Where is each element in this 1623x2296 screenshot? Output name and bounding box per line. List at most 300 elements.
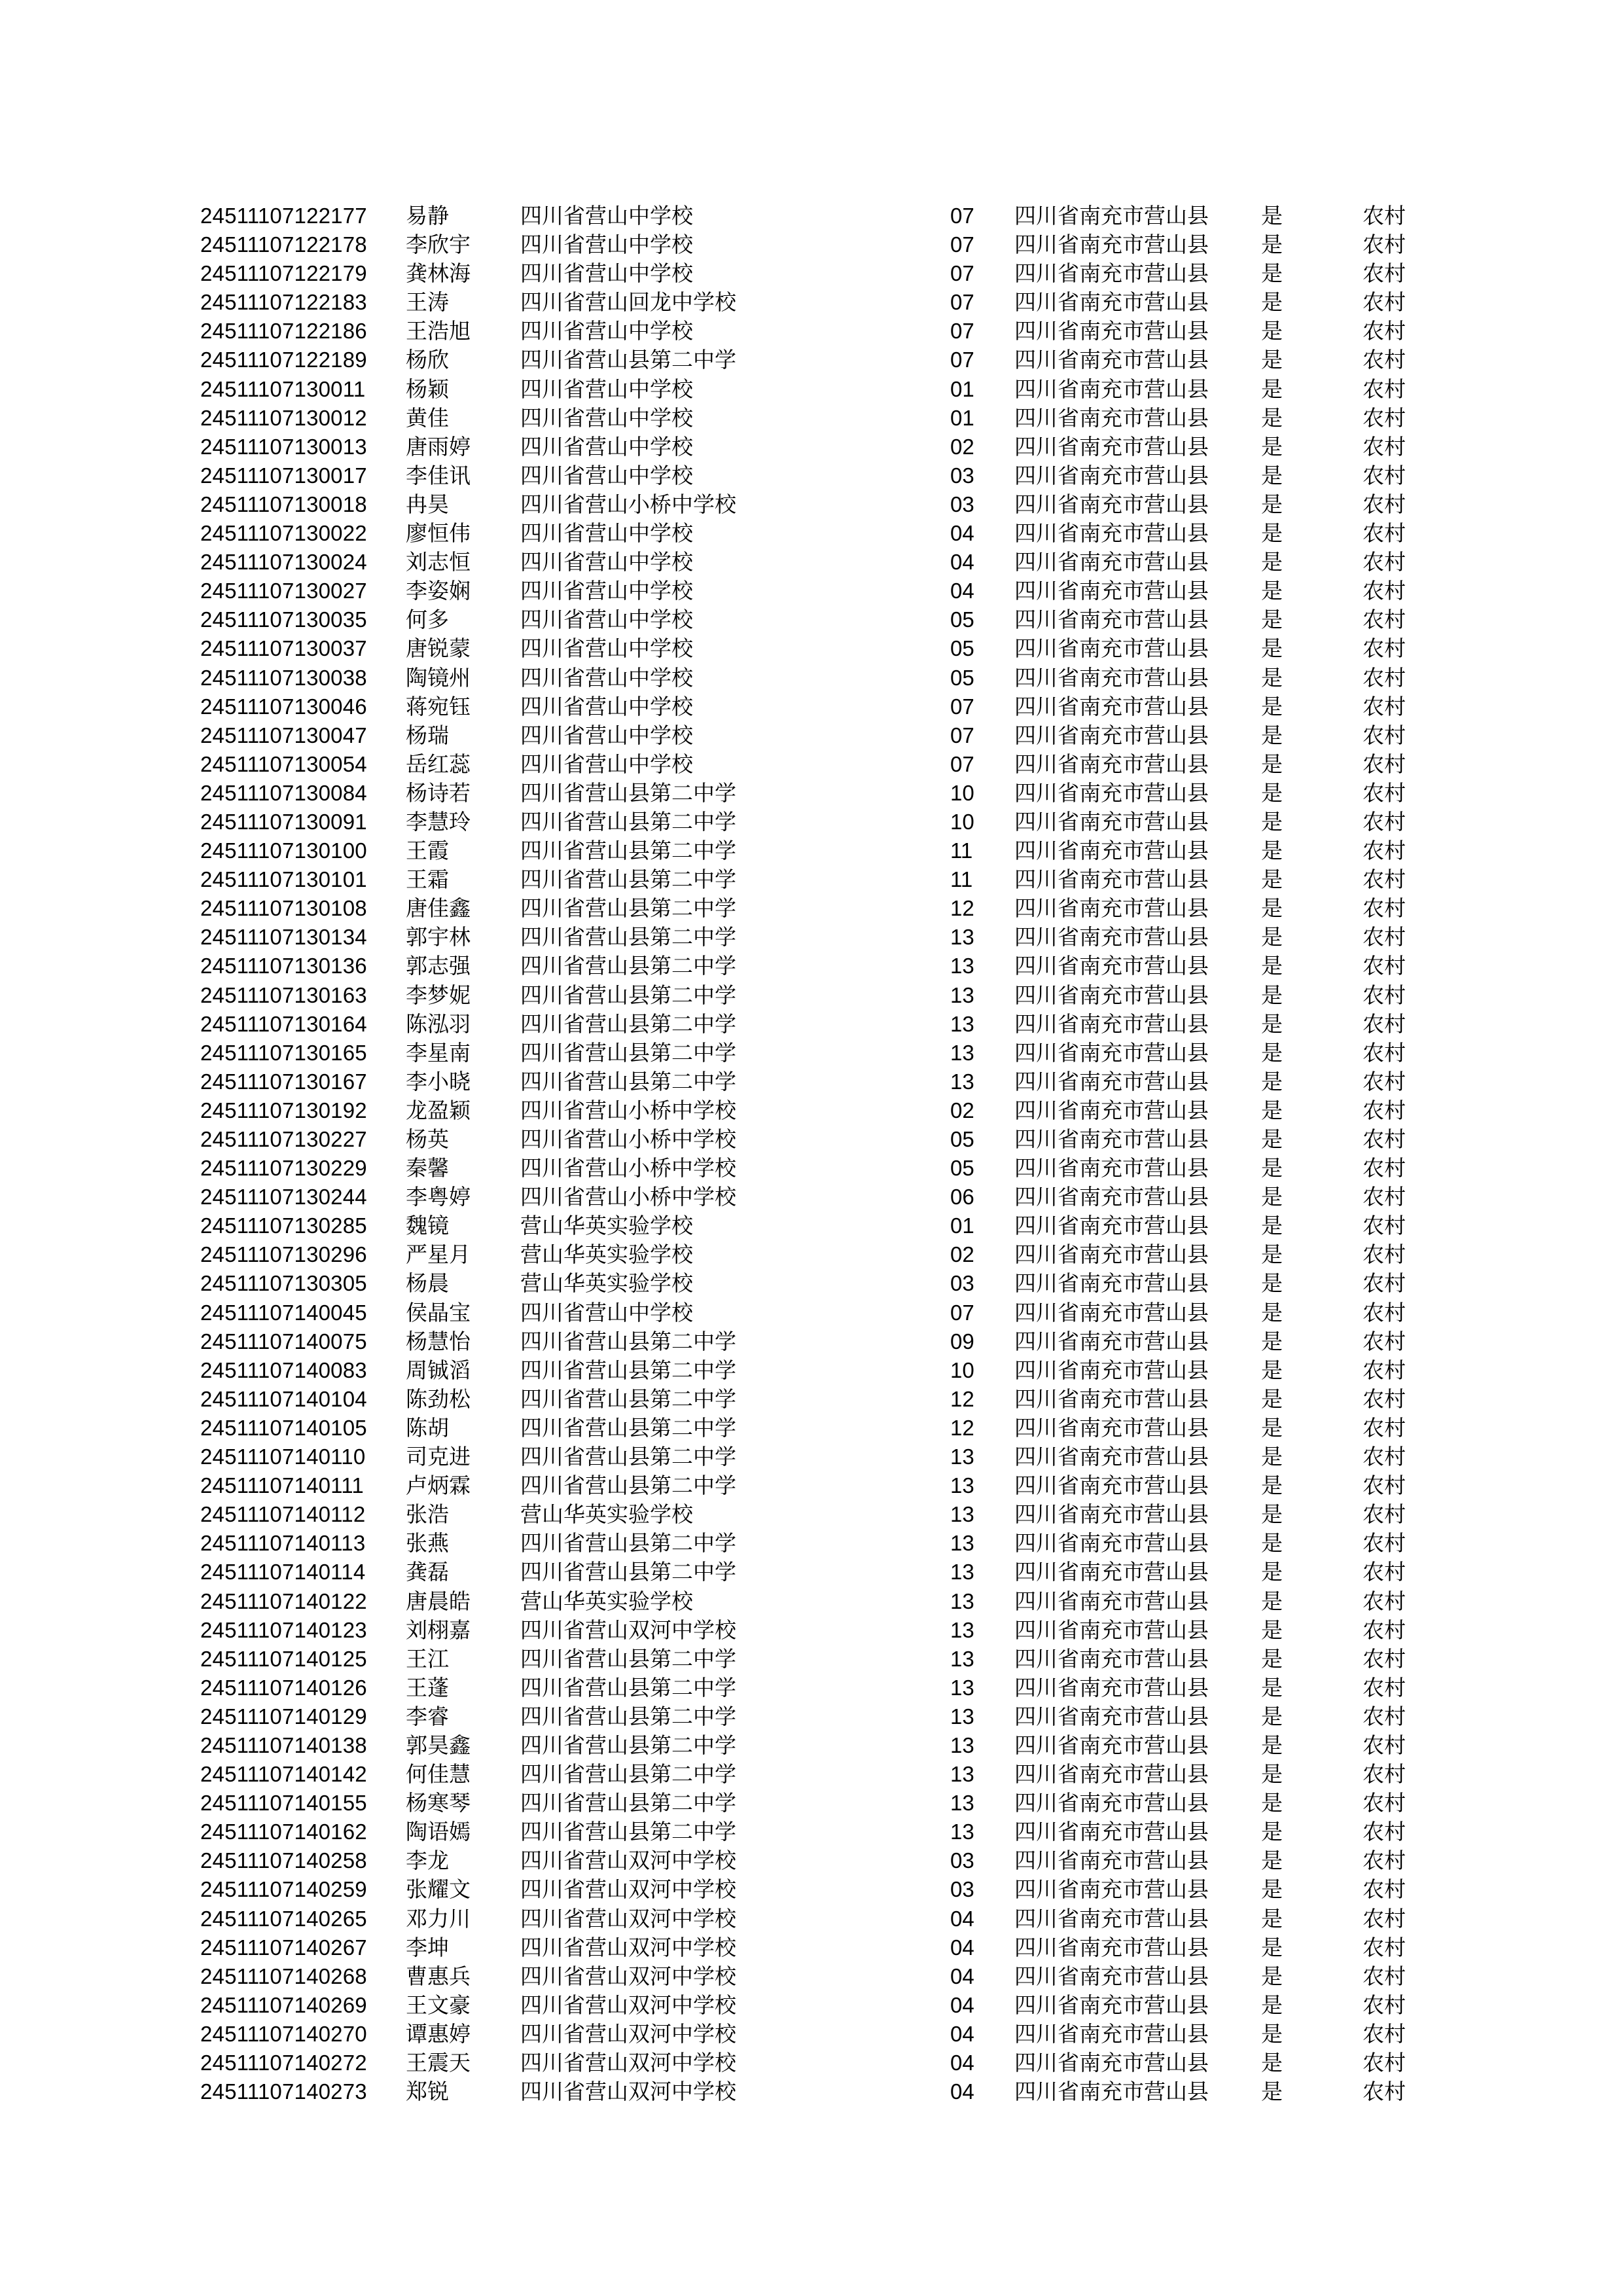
student-name-cell: 刘栩嘉: [406, 1617, 471, 1643]
student-id-cell: 24511107140105: [200, 1415, 367, 1440]
student-name-cell: 李睿: [406, 1703, 449, 1729]
status-flag-cell: 是: [1261, 780, 1283, 806]
table-row: [0, 1616, 1623, 1645]
student-id-cell: 24511107140138: [200, 1732, 367, 1757]
student-name-cell: 郭昊鑫: [406, 1732, 471, 1758]
region-cell: 四川省南充市营山县: [1014, 260, 1209, 287]
school-name-cell: 四川省营山县第二中学: [520, 1732, 736, 1758]
table-row: [0, 1731, 1623, 1760]
status-flag-cell: 是: [1261, 491, 1283, 517]
class-number-cell: 13: [950, 1762, 974, 1787]
student-id-cell: 24511107140259: [200, 1877, 367, 1902]
school-name-cell: 四川省营山双河中学校: [520, 2050, 736, 2075]
student-name-cell: 魏镜: [406, 1213, 449, 1239]
residence-type-cell: 农村: [1363, 1213, 1406, 1239]
residence-type-cell: 农村: [1363, 751, 1406, 777]
table-row: [0, 1587, 1623, 1616]
residence-type-cell: 农村: [1363, 232, 1406, 258]
status-flag-cell: 是: [1261, 895, 1283, 922]
region-cell: 四川省南充市营山县: [1014, 1934, 1209, 1960]
status-flag-cell: 是: [1261, 924, 1283, 950]
status-flag-cell: 是: [1261, 693, 1283, 719]
status-flag-cell: 是: [1261, 1328, 1283, 1354]
student-id-cell: 24511107140142: [200, 1762, 367, 1787]
status-flag-cell: 是: [1261, 2020, 1283, 2047]
student-id-cell: 24511107130305: [200, 1271, 367, 1296]
status-flag-cell: 是: [1261, 1588, 1283, 1614]
table-row: [0, 1702, 1623, 1731]
student-id-cell: 24511107130163: [200, 982, 367, 1007]
region-cell: 四川省南充市营山县: [1014, 1876, 1209, 1903]
class-number-cell: 07: [950, 204, 974, 228]
region-cell: 四川省南充市营山县: [1014, 1732, 1209, 1758]
school-name-cell: 四川省营山双河中学校: [520, 1963, 736, 1989]
school-name-cell: 四川省营山双河中学校: [520, 2079, 736, 2105]
student-id-cell: 24511107140258: [200, 1848, 367, 1873]
residence-type-cell: 农村: [1363, 347, 1406, 373]
residence-type-cell: 农村: [1363, 260, 1406, 287]
student-id-cell: 24511107130027: [200, 579, 367, 603]
status-flag-cell: 是: [1261, 376, 1283, 402]
student-name-cell: 周铖滔: [406, 1357, 471, 1383]
status-flag-cell: 是: [1261, 1011, 1283, 1037]
student-name-cell: 王文豪: [406, 1992, 471, 2018]
student-name-cell: 杨慧怡: [406, 1328, 471, 1354]
residence-type-cell: 农村: [1363, 607, 1406, 633]
status-flag-cell: 是: [1261, 1848, 1283, 1874]
residence-type-cell: 农村: [1363, 1732, 1406, 1758]
table-row: [0, 577, 1623, 605]
status-flag-cell: 是: [1261, 260, 1283, 287]
status-flag-cell: 是: [1261, 1905, 1283, 1931]
residence-type-cell: 农村: [1363, 1126, 1406, 1152]
region-cell: 四川省南充市营山县: [1014, 1848, 1209, 1874]
school-name-cell: 四川省营山县第二中学: [520, 808, 736, 834]
region-cell: 四川省南充市营山县: [1014, 722, 1209, 748]
school-name-cell: 四川省营山中学校: [520, 578, 693, 604]
class-number-cell: 04: [950, 1964, 974, 1988]
school-name-cell: 四川省营山中学校: [520, 404, 693, 431]
school-name-cell: 四川省营山中学校: [520, 260, 693, 287]
class-number-cell: 13: [950, 982, 974, 1007]
status-flag-cell: 是: [1261, 1790, 1283, 1816]
class-number-cell: 13: [950, 1704, 974, 1729]
region-cell: 四川省南充市营山县: [1014, 664, 1209, 691]
residence-type-cell: 农村: [1363, 1501, 1406, 1528]
region-cell: 四川省南充市营山县: [1014, 1473, 1209, 1499]
residence-type-cell: 农村: [1363, 1328, 1406, 1354]
table-row: [0, 1067, 1623, 1096]
student-name-cell: 李梦妮: [406, 982, 471, 1008]
residence-type-cell: 农村: [1363, 462, 1406, 488]
class-number-cell: 13: [950, 1473, 974, 1498]
region-cell: 四川省南充市营山县: [1014, 1530, 1209, 1556]
region-cell: 四川省南充市营山县: [1014, 867, 1209, 893]
class-number-cell: 02: [950, 1242, 974, 1267]
table-row: [0, 836, 1623, 865]
status-flag-cell: 是: [1261, 1617, 1283, 1643]
student-name-cell: 张浩: [406, 1501, 449, 1528]
student-id-cell: 24511107130101: [200, 867, 367, 892]
student-name-cell: 杨颖: [406, 376, 449, 402]
class-number-cell: 02: [950, 1098, 974, 1122]
student-id-cell: 24511107130022: [200, 521, 367, 546]
class-number-cell: 01: [950, 376, 974, 401]
student-name-cell: 郑锐: [406, 2079, 449, 2105]
table-row: [0, 1414, 1623, 1443]
status-flag-cell: 是: [1261, 2079, 1283, 2105]
region-cell: 四川省南充市营山县: [1014, 549, 1209, 575]
status-flag-cell: 是: [1261, 664, 1283, 691]
table-row: [0, 490, 1623, 519]
student-id-cell: 24511107130024: [200, 550, 367, 575]
student-id-cell: 24511107122179: [200, 261, 367, 286]
student-name-cell: 陈劲松: [406, 1386, 471, 1412]
student-name-cell: 陈泓羽: [406, 1011, 471, 1037]
school-name-cell: 四川省营山县第二中学: [520, 1645, 736, 1672]
class-number-cell: 03: [950, 1877, 974, 1902]
student-name-cell: 陶镜州: [406, 664, 471, 691]
school-name-cell: 四川省营山县第二中学: [520, 1819, 736, 1845]
student-id-cell: 24511107130084: [200, 780, 367, 805]
region-cell: 四川省南充市营山县: [1014, 1414, 1209, 1441]
residence-type-cell: 农村: [1363, 1270, 1406, 1297]
school-name-cell: 营山华英实验学校: [520, 1588, 693, 1614]
class-number-cell: 05: [950, 665, 974, 690]
student-name-cell: 杨晨: [406, 1270, 449, 1297]
student-name-cell: 黄佳: [406, 404, 449, 431]
student-name-cell: 刘志恒: [406, 549, 471, 575]
school-name-cell: 四川省营山小桥中学校: [520, 1184, 736, 1210]
class-number-cell: 07: [950, 348, 974, 372]
residence-type-cell: 农村: [1363, 1184, 1406, 1210]
class-number-cell: 06: [950, 1185, 974, 1210]
residence-type-cell: 农村: [1363, 1992, 1406, 2018]
school-name-cell: 四川省营山县第二中学: [520, 1559, 736, 1585]
student-name-cell: 王蓬: [406, 1674, 449, 1700]
status-flag-cell: 是: [1261, 1559, 1283, 1585]
status-flag-cell: 是: [1261, 722, 1283, 748]
residence-type-cell: 农村: [1363, 664, 1406, 691]
region-cell: 四川省南充市营山县: [1014, 1992, 1209, 2018]
residence-type-cell: 农村: [1363, 1068, 1406, 1094]
student-name-cell: 张燕: [406, 1530, 449, 1556]
class-number-cell: 07: [950, 319, 974, 344]
class-number-cell: 13: [950, 1502, 974, 1527]
residence-type-cell: 农村: [1363, 1414, 1406, 1441]
class-number-cell: 11: [950, 838, 973, 863]
residence-type-cell: 农村: [1363, 376, 1406, 402]
class-number-cell: 04: [950, 2051, 974, 2075]
status-flag-cell: 是: [1261, 1155, 1283, 1181]
student-id-cell: 24511107130134: [200, 925, 367, 950]
status-flag-cell: 是: [1261, 1242, 1283, 1268]
class-number-cell: 13: [950, 1617, 974, 1642]
student-id-cell: 24511107140045: [200, 1300, 367, 1325]
status-flag-cell: 是: [1261, 1039, 1283, 1066]
residence-type-cell: 农村: [1363, 1934, 1406, 1960]
school-name-cell: 四川省营山县第二中学: [520, 953, 736, 979]
school-name-cell: 四川省营山双河中学校: [520, 1876, 736, 1903]
table-row: [0, 1096, 1623, 1125]
student-name-cell: 严星月: [406, 1242, 471, 1268]
school-name-cell: 四川省营山双河中学校: [520, 1905, 736, 1931]
school-name-cell: 四川省营山小桥中学校: [520, 491, 736, 517]
status-flag-cell: 是: [1261, 751, 1283, 777]
student-name-cell: 龚林海: [406, 260, 471, 287]
student-name-cell: 杨英: [406, 1126, 449, 1152]
region-cell: 四川省南充市营山县: [1014, 232, 1209, 258]
status-flag-cell: 是: [1261, 1674, 1283, 1700]
region-cell: 四川省南充市营山县: [1014, 1703, 1209, 1729]
student-id-cell: 24511107130091: [200, 809, 367, 834]
status-flag-cell: 是: [1261, 1501, 1283, 1528]
residence-type-cell: 农村: [1363, 1848, 1406, 1874]
status-flag-cell: 是: [1261, 1992, 1283, 2018]
table-row: [0, 1327, 1623, 1356]
student-name-cell: 李小晓: [406, 1068, 471, 1094]
table-row: [0, 923, 1623, 952]
residence-type-cell: 农村: [1363, 1473, 1406, 1499]
class-number-cell: 07: [950, 261, 974, 286]
class-number-cell: 04: [950, 2021, 974, 2046]
region-cell: 四川省南充市营山县: [1014, 1761, 1209, 1787]
student-name-cell: 何佳慧: [406, 1761, 471, 1787]
residence-type-cell: 农村: [1363, 1761, 1406, 1787]
residence-type-cell: 农村: [1363, 722, 1406, 748]
school-name-cell: 四川省营山县第二中学: [520, 1761, 736, 1787]
student-name-cell: 唐锐蒙: [406, 636, 471, 662]
student-name-cell: 卢炳霖: [406, 1473, 471, 1499]
class-number-cell: 03: [950, 1848, 974, 1873]
residence-type-cell: 农村: [1363, 1963, 1406, 1989]
student-id-cell: 24511107130017: [200, 463, 367, 488]
status-flag-cell: 是: [1261, 1097, 1283, 1123]
school-name-cell: 四川省营山中学校: [520, 1299, 693, 1325]
student-name-cell: 侯晶宝: [406, 1299, 471, 1325]
student-id-cell: 24511107140114: [200, 1560, 366, 1585]
student-name-cell: 廖恒伟: [406, 520, 471, 547]
student-id-cell: 24511107130285: [200, 1213, 367, 1238]
student-name-cell: 王震天: [406, 2050, 471, 2075]
table-row: [0, 1269, 1623, 1298]
status-flag-cell: 是: [1261, 578, 1283, 604]
class-number-cell: 04: [950, 1935, 974, 1960]
student-id-cell: 24511107140083: [200, 1357, 367, 1382]
student-name-cell: 司克进: [406, 1444, 471, 1470]
student-id-cell: 24511107122178: [200, 232, 367, 257]
class-number-cell: 03: [950, 492, 974, 516]
table-row: [0, 634, 1623, 663]
student-id-cell: 24511107122186: [200, 319, 367, 344]
school-name-cell: 四川省营山中学校: [520, 232, 693, 258]
region-cell: 四川省南充市营山县: [1014, 1501, 1209, 1528]
class-number-cell: 04: [950, 1906, 974, 1931]
student-id-cell: 24511107140113: [200, 1531, 366, 1556]
school-name-cell: 四川省营山县第二中学: [520, 924, 736, 950]
status-flag-cell: 是: [1261, 1963, 1283, 1989]
student-name-cell: 张耀文: [406, 1876, 471, 1903]
region-cell: 四川省南充市营山县: [1014, 1299, 1209, 1325]
school-name-cell: 营山华英实验学校: [520, 1242, 693, 1268]
student-id-cell: 24511107130037: [200, 636, 367, 661]
class-number-cell: 07: [950, 751, 974, 776]
class-number-cell: 13: [950, 1646, 974, 1671]
student-name-cell: 谭惠婷: [406, 2020, 471, 2047]
school-name-cell: 四川省营山小桥中学校: [520, 1126, 736, 1152]
region-cell: 四川省南充市营山县: [1014, 1011, 1209, 1037]
student-name-cell: 杨诗若: [406, 780, 471, 806]
student-name-cell: 杨欣: [406, 347, 449, 373]
student-id-cell: 24511107130165: [200, 1040, 367, 1065]
residence-type-cell: 农村: [1363, 1617, 1406, 1643]
student-name-cell: 曹惠兵: [406, 1963, 471, 1989]
status-flag-cell: 是: [1261, 1934, 1283, 1960]
class-number-cell: 10: [950, 1357, 974, 1382]
table-row: [0, 779, 1623, 808]
region-cell: 四川省南充市营山县: [1014, 1213, 1209, 1239]
student-id-cell: 24511107130167: [200, 1069, 367, 1094]
student-name-cell: 郭志强: [406, 953, 471, 979]
table-row: [0, 605, 1623, 634]
table-row: [0, 1154, 1623, 1183]
residence-type-cell: 农村: [1363, 1097, 1406, 1123]
student-id-cell: 24511107140269: [200, 1992, 367, 2017]
status-flag-cell: 是: [1261, 1270, 1283, 1297]
status-flag-cell: 是: [1261, 1761, 1283, 1787]
student-id-cell: 24511107140125: [200, 1646, 367, 1671]
table-row: [0, 1846, 1623, 1875]
class-number-cell: 07: [950, 723, 974, 747]
class-number-cell: 13: [950, 954, 974, 978]
student-id-cell: 24511107130164: [200, 1011, 367, 1036]
region-cell: 四川省南充市营山县: [1014, 520, 1209, 547]
status-flag-cell: 是: [1261, 433, 1283, 459]
student-id-cell: 24511107130100: [200, 838, 367, 863]
school-name-cell: 四川省营山县第二中学: [520, 1011, 736, 1037]
student-id-cell: 24511107140123: [200, 1617, 367, 1642]
residence-type-cell: 农村: [1363, 433, 1406, 459]
region-cell: 四川省南充市营山县: [1014, 2020, 1209, 2047]
residence-type-cell: 农村: [1363, 693, 1406, 719]
table-row: [0, 375, 1623, 404]
table-row: [0, 1760, 1623, 1789]
class-number-cell: 04: [950, 579, 974, 603]
student-id-cell: 24511107130012: [200, 405, 367, 430]
table-row: [0, 548, 1623, 577]
table-row: [0, 2077, 1623, 2106]
student-name-cell: 王霞: [406, 838, 449, 864]
region-cell: 四川省南充市营山县: [1014, 1270, 1209, 1297]
class-number-cell: 11: [950, 867, 973, 892]
student-id-cell: 24511107130046: [200, 694, 367, 719]
student-name-cell: 李慧玲: [406, 808, 471, 834]
residence-type-cell: 农村: [1363, 1559, 1406, 1585]
student-name-cell: 王江: [406, 1645, 449, 1672]
region-cell: 四川省南充市营山县: [1014, 982, 1209, 1008]
class-number-cell: 12: [950, 1415, 974, 1440]
region-cell: 四川省南充市营山县: [1014, 838, 1209, 864]
school-name-cell: 四川省营山县第二中学: [520, 1068, 736, 1094]
table-row: [0, 808, 1623, 836]
school-name-cell: 四川省营山县第二中学: [520, 780, 736, 806]
class-number-cell: 03: [950, 1271, 974, 1296]
residence-type-cell: 农村: [1363, 1444, 1406, 1470]
table-row: [0, 1356, 1623, 1385]
status-flag-cell: 是: [1261, 607, 1283, 633]
student-name-cell: 冉昊: [406, 491, 449, 517]
school-name-cell: 四川省营山小桥中学校: [520, 1097, 736, 1123]
residence-type-cell: 农村: [1363, 1876, 1406, 1903]
student-id-cell: 24511107130296: [200, 1242, 367, 1267]
student-id-cell: 24511107140126: [200, 1675, 367, 1700]
status-flag-cell: 是: [1261, 549, 1283, 575]
table-row: [0, 865, 1623, 894]
status-flag-cell: 是: [1261, 232, 1283, 258]
status-flag-cell: 是: [1261, 318, 1283, 344]
region-cell: 四川省南充市营山县: [1014, 1559, 1209, 1585]
region-cell: 四川省南充市营山县: [1014, 924, 1209, 950]
school-name-cell: 四川省营山县第二中学: [520, 1790, 736, 1816]
status-flag-cell: 是: [1261, 1732, 1283, 1758]
table-row: [0, 317, 1623, 346]
school-name-cell: 营山华英实验学校: [520, 1270, 693, 1297]
residence-type-cell: 农村: [1363, 578, 1406, 604]
table-row: [0, 750, 1623, 779]
residence-type-cell: 农村: [1363, 203, 1406, 228]
region-cell: 四川省南充市营山县: [1014, 1126, 1209, 1152]
region-cell: 四川省南充市营山县: [1014, 1588, 1209, 1614]
residence-type-cell: 农村: [1363, 2050, 1406, 2075]
student-id-cell: 24511107130054: [200, 751, 367, 776]
class-number-cell: 07: [950, 232, 974, 257]
residence-type-cell: 农村: [1363, 808, 1406, 834]
region-cell: 四川省南充市营山县: [1014, 1039, 1209, 1066]
school-name-cell: 四川省营山县第二中学: [520, 867, 736, 893]
student-id-cell: 24511107140268: [200, 1964, 367, 1988]
status-flag-cell: 是: [1261, 1819, 1283, 1845]
table-row: [0, 1240, 1623, 1269]
class-number-cell: 13: [950, 925, 974, 950]
residence-type-cell: 农村: [1363, 1357, 1406, 1383]
region-cell: 四川省南充市营山县: [1014, 895, 1209, 922]
school-name-cell: 四川省营山双河中学校: [520, 1848, 736, 1874]
region-cell: 四川省南充市营山县: [1014, 404, 1209, 431]
class-number-cell: 07: [950, 290, 974, 315]
class-number-cell: 05: [950, 1156, 974, 1181]
region-cell: 四川省南充市营山县: [1014, 491, 1209, 517]
table-row: [0, 1183, 1623, 1211]
class-number-cell: 05: [950, 607, 974, 632]
student-name-cell: 易静: [406, 203, 449, 228]
residence-type-cell: 农村: [1363, 289, 1406, 315]
class-number-cell: 13: [950, 1820, 974, 1844]
student-id-cell: 24511107122183: [200, 290, 367, 315]
status-flag-cell: 是: [1261, 203, 1283, 228]
region-cell: 四川省南充市营山县: [1014, 1242, 1209, 1268]
class-number-cell: 13: [950, 1011, 974, 1036]
school-name-cell: 四川省营山县第二中学: [520, 895, 736, 922]
student-name-cell: 岳红蕊: [406, 751, 471, 777]
residence-type-cell: 农村: [1363, 1674, 1406, 1700]
status-flag-cell: 是: [1261, 867, 1283, 893]
table-row: [0, 692, 1623, 721]
region-cell: 四川省南充市营山县: [1014, 1386, 1209, 1412]
table-row: [0, 433, 1623, 461]
class-number-cell: 13: [950, 1444, 974, 1469]
table-row: [0, 1933, 1623, 1962]
table-row: [0, 1529, 1623, 1558]
